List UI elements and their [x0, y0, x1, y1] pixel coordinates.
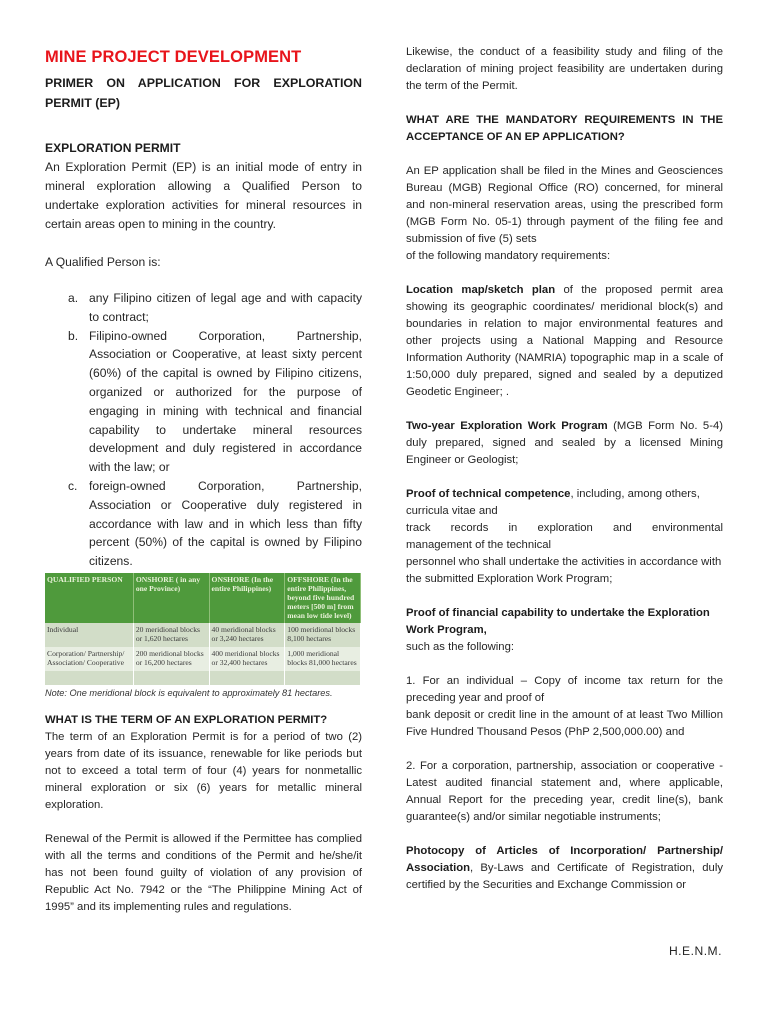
requirement-text: , By-Laws and Certificate of Registration, duly certified by the Securities and Exchange Commission or	[406, 862, 723, 891]
right-column	[406, 44, 723, 894]
requirement-title: Two-year Exploration Work Program	[406, 420, 608, 432]
requirements-intro-1: An EP application shall be filed in the Mines and Geosciences Bureau (MGB) Regional Office (RO) concerned, for mineral and non-mineral reservation areas, using the prescribed form (MGB Form No. 05-1) through payment of the filing fee and submission of five (5) sets	[406, 165, 723, 245]
subtitle-line-2: PERMIT (EP)	[45, 96, 121, 110]
left-column	[45, 44, 362, 916]
list-item	[68, 289, 362, 327]
requirements-intro-2: of the following mandatory requirements:	[406, 250, 611, 262]
table-cell: 1,000 meridional blocks 81,000 hectares	[285, 647, 361, 671]
requirement-title: Proof of financial capability to undertake the Exploration Work Program,	[406, 607, 710, 636]
requirement-text: such as the following:	[406, 641, 515, 653]
document-subtitle	[45, 73, 362, 113]
table-cell: 20 meridional blocks or 1,620 hectares	[133, 623, 209, 647]
requirement-text: track records in exploration and environmental	[406, 522, 723, 534]
requirement-work-program	[406, 418, 723, 469]
table-header: QUALIFIED PERSON	[45, 573, 133, 623]
list-item-text: Filipino-owned Corporation, Partnership, Association or Cooperative, at least sixty percent (60%) of the capital is owned by Filipino citizens, organized or authorized for the purpose of engaging in mining with technical and financial capability to undertake mineral resources development and duly registered in accordance with the law; or	[89, 328, 362, 475]
table-header-row	[45, 573, 361, 623]
table-header: ONSHORE ( in any one Province)	[133, 573, 209, 623]
requirements-heading: WHAT ARE THE MANDATORY REQUIREMENTS IN THE ACCEPTANCE OF AN EP APPLICATION?	[406, 114, 723, 143]
list-item	[68, 477, 362, 571]
table-cell: 40 meridional blocks or 3,240 hectares	[209, 623, 285, 647]
qualified-person-intro: A Qualified Person is:	[45, 255, 161, 269]
requirements-intro	[406, 163, 723, 265]
table-cell: 100 meridional blocks 8,100 hectares	[285, 623, 361, 647]
financial-item-text: bank deposit or credit line in the amount of at least Two Million Five Hundred Thousand Pesos (PhP 2,500,000.00) and	[406, 709, 723, 738]
requirement-financial-capability	[406, 605, 723, 656]
qualified-person-list	[45, 289, 362, 571]
table-header: OFFSHORE (In the entire Philippines, beyond five hundred meters [500 m] from mean low tide level)	[285, 573, 361, 623]
table-header: ONSHORE (In the entire Philippines)	[209, 573, 285, 623]
requirement-technical-competence	[406, 486, 723, 588]
financial-item-text: 1. For an individual – Copy of income tax return for the preceding year and proof of	[406, 675, 723, 704]
list-marker: a.	[68, 291, 79, 305]
ep-definition: An Exploration Permit (EP) is an initial mode of entry in mineral exploration allowing a Qualified Person to undertake exploration activities for mineral resources in certain areas open to mining in the country.	[45, 160, 362, 231]
list-marker: c.	[68, 478, 78, 493]
list-item-text: any Filipino citizen of legal age and with capacity to contract;	[89, 291, 362, 324]
term-heading: WHAT IS THE TERM OF AN EXPLORATION PERMIT?	[45, 713, 328, 726]
table-note: Note: One meridional block is equivalent to approximately 81 hectares.	[45, 687, 333, 698]
requirement-text: management of the technical	[406, 539, 552, 551]
requirement-location-map	[406, 282, 723, 401]
requirement-text: , including, among others, curricula vitae and	[406, 488, 700, 517]
table-cell: 400 meridional blocks or 32,400 hectares	[209, 647, 285, 671]
table-row	[45, 623, 361, 647]
exploration-permit-heading: EXPLORATION PERMIT	[45, 141, 181, 155]
table-row-empty	[45, 671, 361, 685]
requirement-text: (MGB Form No. 5-4) duly prepared, signed and sealed by a licensed Mining Engineer or Geologist;	[406, 420, 723, 466]
feasibility-text: Likewise, the conduct of a feasibility study and filing of the declaration of mining project feasibility are undertaken during the term of the Permit.	[406, 46, 723, 92]
table-cell: 200 meridional blocks or 16,200 hectares	[133, 647, 209, 671]
table-cell	[209, 671, 285, 685]
list-item	[68, 327, 362, 477]
requirement-text: of the proposed permit area showing its geographic coordinates/ meridional block(s) and boundaries in relation to major environmental features and other projects using a National Mapping and Resource Information Authority (NAMRIA) topographic map in a scale of 1:50,000 duly prepared, signed and sealed by a deputized Geodetic Engineer; .	[406, 284, 723, 398]
qualified-person-table	[45, 573, 361, 685]
author-signature: H.E.N.M.	[668, 944, 722, 958]
table-cell	[45, 671, 133, 685]
financial-item-individual	[406, 673, 723, 741]
requirement-title: Location map/sketch plan	[406, 284, 556, 296]
table-cell: Corporation/ Partnership/ Association/ Cooperative	[45, 647, 133, 671]
list-marker: b.	[68, 328, 79, 343]
table-cell: Individual	[45, 623, 133, 647]
table-cell	[285, 671, 361, 685]
table-row	[45, 647, 361, 671]
subtitle-line-1: PRIMER ON APPLICATION FOR EXPLORATION	[45, 76, 362, 90]
requirement-articles	[406, 843, 723, 894]
requirement-title: Proof of technical competence	[406, 488, 571, 500]
table-cell	[133, 671, 209, 685]
list-item-text: foreign-owned Corporation, Partnership, Association or Cooperative duly registered in accordance with law and in which less than fifty percent (50%) of the capital is owned by Filipino citizens.	[89, 478, 362, 569]
renewal-text: Renewal of the Permit is allowed if the Permittee has complied with all the terms and conditions of the Permit and he/she/it has not been found guilty of violation of any provision of Republic Act No. 7942 or the “The Philippine Mining Act of 1995” and its implementing rules and regulations.	[45, 832, 362, 913]
document-title: MINE PROJECT DEVELOPMENT	[45, 48, 302, 66]
term-text: The term of an Exploration Permit is for a period of two (2) years from date of its issuance, renewable for like periods but not to exceed a total term of four (4) years for nonmetallic mineral exploration or six (6) years for metallic mineral exploration.	[45, 730, 362, 811]
requirement-title: Photocopy of Articles of Incorporation/ Partnership/ Association	[406, 845, 723, 874]
requirement-text: personnel who shall undertake the activities in accordance with the submitted Exploration Work Program;	[406, 556, 722, 585]
financial-item-corporation: 2. For a corporation, partnership, association or cooperative - Latest audited financial statement and, where applicable, Annual Report for the preceding year, credit line(s), bank guarantee(s) and/or similar negotiable instruments;	[406, 760, 723, 823]
